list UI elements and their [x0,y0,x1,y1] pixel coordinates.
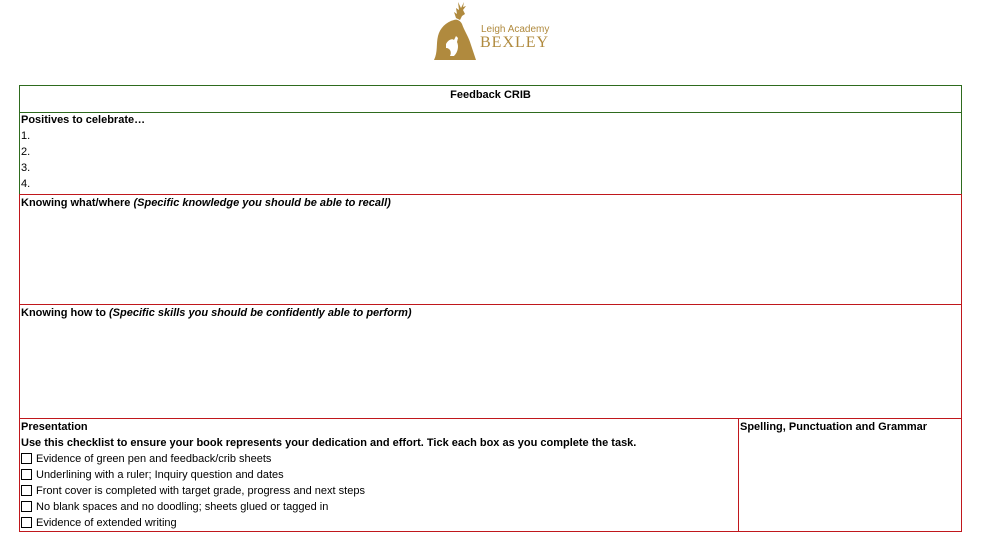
logo-text-academy: Leigh Academy [481,24,550,35]
school-logo [432,0,552,64]
presentation-instruction: Use this checklist to ensure your book represents your dedication and effort. Tick each box as you complete the task. [21,437,637,449]
checkbox[interactable] [21,485,32,496]
checklist-label: Underlining with a ruler; Inquiry question and dates [36,469,284,481]
knowing-what-subheading: (Specific knowledge you should be able to recall) [133,197,391,209]
logo-text-bexley: BEXLEY [480,34,550,51]
knowing-what-heading: Knowing what/where [21,197,131,209]
checklist-label: Evidence of green pen and feedback/crib sheets [36,453,272,465]
checklist-label: Front cover is completed with target grade, progress and next steps [36,485,365,497]
knowing-what-section [19,194,962,305]
checklist-label: Evidence of extended writing [36,517,177,529]
checkbox[interactable] [21,469,32,480]
checklist-item[interactable] [21,451,636,467]
knowing-how-section [19,304,962,419]
positives-section [19,112,962,195]
crib-title-cell [19,85,962,113]
checklist-item[interactable] [21,499,636,515]
presentation-heading: Presentation [21,421,88,433]
knowing-how-heading: Knowing how to [21,307,106,319]
presentation-section [19,418,739,532]
stag-icon [432,0,478,64]
spg-heading: Spelling, Punctuation and Grammar [740,421,928,433]
checklist-item[interactable] [21,483,636,499]
checklist-item[interactable] [21,467,636,483]
positives-item-2: 2. [21,146,31,158]
crib-title: Feedback CRIB [450,89,531,101]
positives-item-1: 1. [21,130,31,142]
checkbox[interactable] [21,453,32,464]
positives-heading: Positives to celebrate… [21,114,146,126]
positives-item-4: 4. [21,178,31,190]
positives-item-3: 3. [21,162,31,174]
checkbox[interactable] [21,517,32,528]
checklist-label: No blank spaces and no doodling; sheets glued or tagged in [36,501,329,513]
spg-section [738,418,962,532]
knowing-how-subheading: (Specific skills you should be confidently able to perform) [109,307,412,319]
checklist-item[interactable] [21,515,636,531]
checkbox[interactable] [21,501,32,512]
